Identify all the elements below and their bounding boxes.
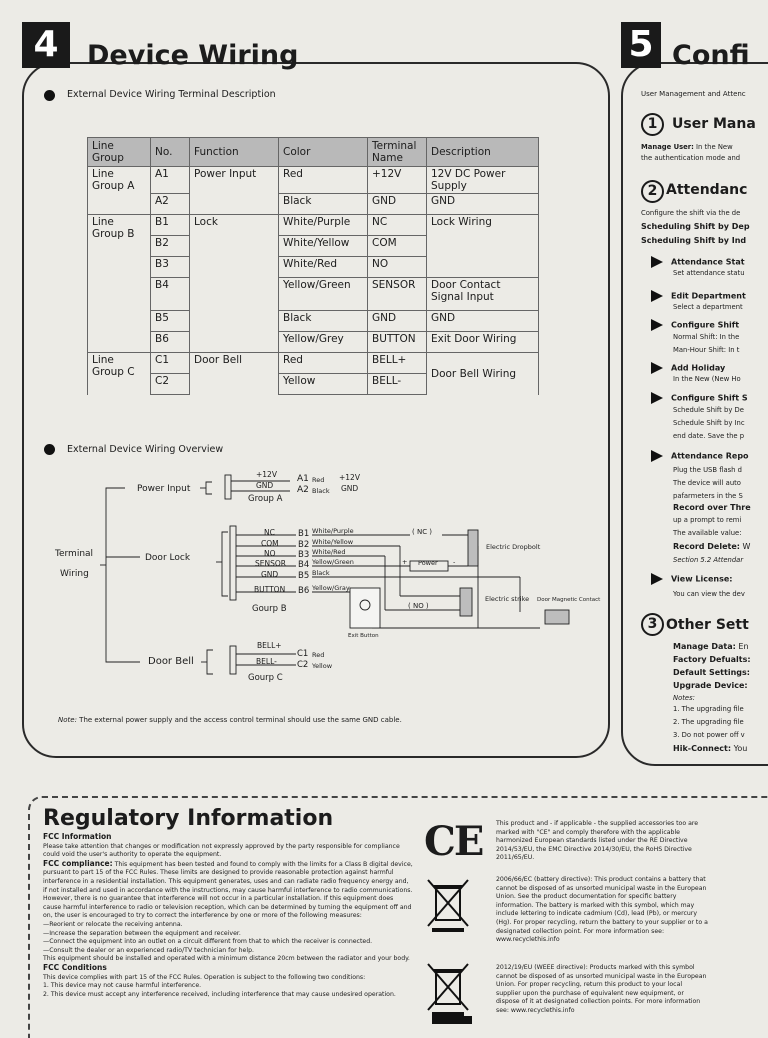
manage-user-line2: the authentication mode and [641,154,741,162]
manage-data-label: Manage Data: [673,642,736,651]
regulatory-title: Regulatory Information [43,806,334,831]
fcc-conditions-title: FCC Conditions [43,962,107,972]
attendance-heading: Attendanc [666,182,748,198]
cell-no: C1 [151,353,190,374]
pin-b4-color: Yellow/Green [312,558,354,566]
attendance-report-item [651,450,749,462]
door-bell-label: Door Bell [148,656,194,667]
config-title: Confi [672,40,750,71]
wiring-terminal-table [87,137,539,395]
cell-terminal: SENSOR [368,278,427,311]
ce-text: This product and - if applicable - the supplied accessories too are marked with "CE" and comply therefore with the applicable harmonized European standards listed under the RE Directive 2014/53/EU, the EMC Directive 2014/30/EU, the RoHS Directive 2011/65/EU. [496,820,699,862]
manage-user-line1: In the New [696,143,733,151]
a-right-1: +12V [339,473,360,482]
cell-function: Lock [190,215,279,353]
edit-department-item [651,290,746,302]
cell-function: Power Input [190,167,279,215]
terminal-description-heading: External Device Wiring Terminal Description [67,89,276,100]
cell-color: White/Yellow [279,236,368,257]
group-b-term-4: SENSOR [255,559,286,568]
pin-a2-color: Black [312,487,330,495]
hik-connect-tail: You [733,744,748,753]
group-a-label: Group A [248,494,283,504]
config-intro: User Management and Attenc [641,90,746,98]
weee-text: 2012/19/EU (WEEE directive): Products marked with this symbol cannot be disposed of as unsorted municipal waste in the European Union. For proper recycling, return this product to your local supplier upon the purchase of equivalent new equipment, or dispose of it at designated collection points. For more information see: www.recyclethis.info [496,964,707,1014]
cell-group: Line Group A [88,167,151,215]
cell-group: Line Group C [88,353,151,395]
weee-bin-icon [424,960,472,1016]
group-b-term-3: NO [264,549,276,558]
power-supply-label: Power [418,559,438,567]
pin-a1-color: Red [312,476,325,484]
table-row [88,353,539,374]
hik-connect-label: Hik-Connect: [673,744,732,753]
fcc-compliance-label: FCC compliance: [43,858,113,868]
add-holiday-item [651,362,725,374]
circled-number-2: 2 [641,180,664,203]
header-line-group: Line Group [88,138,151,167]
table-row [88,332,539,353]
cell-terminal: GND [368,194,427,215]
view-license-item [651,573,732,585]
hik-connect [673,744,747,753]
other-settings-heading: Other Sett [666,617,749,633]
nc-tag: ( NC ) [412,528,433,536]
regulatory-left-text [43,833,413,999]
page-tab-marker [432,1016,472,1024]
cell-desc: Lock Wiring [427,215,539,278]
manage-data-tail: En [738,642,749,651]
item-line: Plug the USB flash d [673,466,742,474]
header-no: No. [151,138,190,167]
a-right-2: GND [341,484,359,493]
header-description: Description [427,138,539,167]
pin-c2: C2 [297,660,309,670]
bullet-dot [44,90,55,101]
cell-terminal: COM [368,236,427,257]
cell-desc: Door Bell Wiring [427,353,539,395]
electric-strike-label: Electric strike [485,595,530,603]
item-title: Edit Department [671,291,746,301]
item-title: Attendance Stat [671,257,745,267]
cell-terminal: +12V [368,167,427,194]
cell-no: B1 [151,215,190,236]
arrow-icon [651,573,663,585]
electric-dropbolt-label: Electric Dropbolt [486,543,541,551]
item-title: Add Holiday [671,363,726,373]
wiring-overview-heading: External Device Wiring Overview [67,444,224,455]
item-line: Man-Hour Shift: In t [673,346,740,354]
group-a-term-2: GND [256,481,274,490]
circled-number-1: 1 [641,113,664,136]
header-terminal-name: Terminal Name [368,138,427,167]
exit-button-label: Exit Button [348,633,379,639]
item-line: In the New (New Ho [673,375,741,383]
cell-desc: Exit Door Wiring [427,332,539,353]
cell-color: Yellow [279,374,368,395]
measure-4: —Consult the dealer or an experienced radio/TV technician for help. [43,946,254,954]
scheduling-ind: Scheduling Shift by Ind [641,236,747,245]
arrow-icon [651,256,663,268]
cell-color: Black [279,194,368,215]
terminal-wiring-label: Terminal [55,549,94,559]
pin-b5-color: Black [312,569,330,577]
pin-b1: B1 [298,529,310,539]
power-minus: - [453,558,456,566]
cell-terminal: NO [368,257,427,278]
configure-shift-schedule-item [651,392,748,404]
terminal-wiring-label-2: Wiring [60,569,89,579]
manage-user-text [641,143,733,151]
arrow-icon [651,362,663,374]
door-magnetic-contact-label: Door Magnetic Contact [537,597,601,603]
table-row [88,215,539,236]
page-title-device-wiring: Device Wiring [87,40,299,71]
wiring-note [58,716,402,724]
fcc-conditions-text: This device complies with part 15 of the FCC Rules. Operation is subject to the following two conditions: [43,973,366,981]
power-plus: + [402,558,408,566]
attendance-status-item [651,256,745,268]
record-delete-tail: W [742,542,751,551]
group-b-term-1: NC [264,528,275,537]
item-line: Schedule Shift by Inc [673,419,745,427]
table-row [88,278,539,311]
record-over-threshold: Record over Thre [673,503,751,512]
pin-b3: B3 [298,550,310,560]
record-delete-label: Record Delete: [673,542,740,551]
battery-text: 2006/66/EC (battery directive): This product contains a battery that cannot be disposed of as unsorted municipal waste in the European Union. See the product documentation for specific battery information. The battery is marked with this symbol, which may include lettering to indicate cadmium (Cd), lead (Pb), or mercury (Hg). For proper recycling, return the battery to your supplier or to a designated collection point. For more information see: www.recyclethis.info [496,876,708,944]
pin-b2-color: White/Yellow [312,538,354,546]
cell-terminal: BELL- [368,374,427,395]
cell-no: C2 [151,374,190,395]
pin-c1: C1 [297,649,309,659]
pin-b1-color: White/Purple [312,527,354,535]
power-input-label: Power Input [137,484,191,494]
section-number-4: 4 [22,22,70,68]
table-row [88,194,539,215]
group-a-term-1: +12V [256,470,277,479]
no-tag: ( NO ) [408,602,429,610]
record-over-line2: The available value: [673,529,742,537]
arrow-icon [651,392,663,404]
header-function: Function [190,138,279,167]
pin-a1: A1 [297,474,309,484]
cell-color: Red [279,353,368,374]
measure-3: —Connect the equipment into an outlet on a circuit different from that to which the receiver is connected. [43,938,373,946]
attendance-text: Configure the shift via the de [641,209,741,217]
bullet-dot [44,444,55,455]
cell-function: Door Bell [190,353,279,395]
cell-desc: GND [427,194,539,215]
circled-number-3: 3 [641,613,664,636]
cell-terminal: NC [368,215,427,236]
group-b-term-2: COM [261,539,279,548]
cell-color: Red [279,167,368,194]
item-line: The device will auto [673,479,741,487]
scheduling-dept: Scheduling Shift by Dep [641,222,750,231]
cell-color: Yellow/Green [279,278,368,311]
item-title: Configure Shift S [671,393,748,403]
item-title: View License: [671,574,733,584]
group-c-label: Gourp C [248,673,283,683]
pin-b2: B2 [298,540,310,550]
pin-c1-color: Red [312,651,325,659]
item-line: Select a department [673,303,743,311]
ce-mark-icon: CE [424,818,483,865]
item-line: Normal Shift: In the [673,333,740,341]
pin-b3-color: White/Red [312,548,346,556]
cell-no: B5 [151,311,190,332]
manage-data [673,642,749,651]
item-title: Attendance Repo [671,451,749,461]
configure-shift-item [651,319,739,331]
cell-no: B6 [151,332,190,353]
note-2: 2. The upgrading file [673,718,744,726]
cell-group: Line Group B [88,215,151,353]
cell-desc: GND [427,311,539,332]
header-color: Color [279,138,368,167]
upgrade-device: Upgrade Device: [673,681,748,690]
group-c-term-1: BELL+ [257,641,282,650]
pin-b6: B6 [298,586,310,596]
record-delete [673,542,750,551]
cell-no: B4 [151,278,190,311]
table-row [88,167,539,194]
group-b-term-6: BUTTON [254,585,286,594]
note-1: 1. The upgrading file [673,705,744,713]
group-b-label: Gourp B [252,604,287,614]
item-line: end date. Save the p [673,432,745,440]
record-over-line1: up a prompt to remi [673,516,742,524]
cell-desc: 12V DC Power Supply [427,167,539,194]
factory-defaults: Factory Defualts: [673,655,751,664]
section-number-5: 5 [621,22,661,68]
measure-2: —Increase the separation between the equipment and receiver. [43,929,241,937]
note-text: The external power supply and the access control terminal should use the same GND cable. [79,716,402,724]
battery-bin-icon [424,876,472,932]
cell-terminal: BELL+ [368,353,427,374]
note-label: Note: [58,716,77,724]
arrow-icon [651,450,663,462]
item-line: pafarmeters in the S [673,492,743,500]
item-line: Set attendance statu [673,269,745,277]
condition-1: 1. This device may not cause harmful interference. [43,982,202,990]
note-3: 3. Do not power off v [673,731,745,739]
section-ref: Section 5.2 Attendar [673,556,744,564]
item-title: Configure Shift [671,320,740,330]
group-c-term-2: BELL- [256,657,277,666]
manage-user-label: Manage User: [641,143,694,151]
pin-b6-color: Yellow/Gray [312,584,350,592]
cell-no: B3 [151,257,190,278]
cell-desc: Door Contact Signal Input [427,278,539,311]
measure-1: —Reorient or relocate the receiving antenna. [43,920,183,928]
pin-b5: B5 [298,571,310,581]
fcc-info-title: FCC Information [43,832,112,841]
cell-no: A2 [151,194,190,215]
cell-no: B2 [151,236,190,257]
license-text: You can view the dev [673,590,745,598]
cell-no: A1 [151,167,190,194]
cell-color: Black [279,311,368,332]
fcc-compliance-text: This equipment has been tested and found to comply with the limits for a Class B digital device, pursuant to part 15 of the FCC Rules. These limits are designed to provide reasonable protection against harmful interference in a residential installation. This equipment generates, uses and can radiate radio frequency energy and, if not installed and used in accordance with the instructions, may cause harmful interference to radio communications. However, there is no guarantee that interference will not occur in a particular installation. If this equipment does cause harmful interference to radio or television reception, which can be determined by turning the equipment off and on, the user is encouraged to try to correct the interference by one or more of the following measures: [43,860,413,920]
condition-2: 2. This device must accept any interference received, including interference that may cause undesired operation. [43,990,396,998]
door-lock-label: Door Lock [145,553,191,563]
cell-color: White/Purple [279,215,368,236]
arrow-icon [651,319,663,331]
notes-label: Notes: [673,694,695,702]
pin-a2: A2 [297,485,309,495]
user-management-heading: User Mana [672,116,756,132]
cell-color: Yellow/Grey [279,332,368,353]
cell-terminal: BUTTON [368,332,427,353]
item-line: Schedule Shift by De [673,406,744,414]
pin-b4: B4 [298,560,310,570]
group-b-term-5: GND [261,570,279,579]
table-row [88,311,539,332]
pin-c2-color: Yellow [312,662,333,670]
fcc-info-text: Please take attention that changes or modification not expressly approved by the party responsible for compliance could void the user's authority to operate the equipment. [43,842,400,859]
default-settings: Default Settings: [673,668,750,677]
arrow-icon [651,290,663,302]
distance-text: This equipment should be installed and operated with a minimum distance 20cm between the radiator and your body. [43,955,410,963]
cell-color: White/Red [279,257,368,278]
cell-terminal: GND [368,311,427,332]
